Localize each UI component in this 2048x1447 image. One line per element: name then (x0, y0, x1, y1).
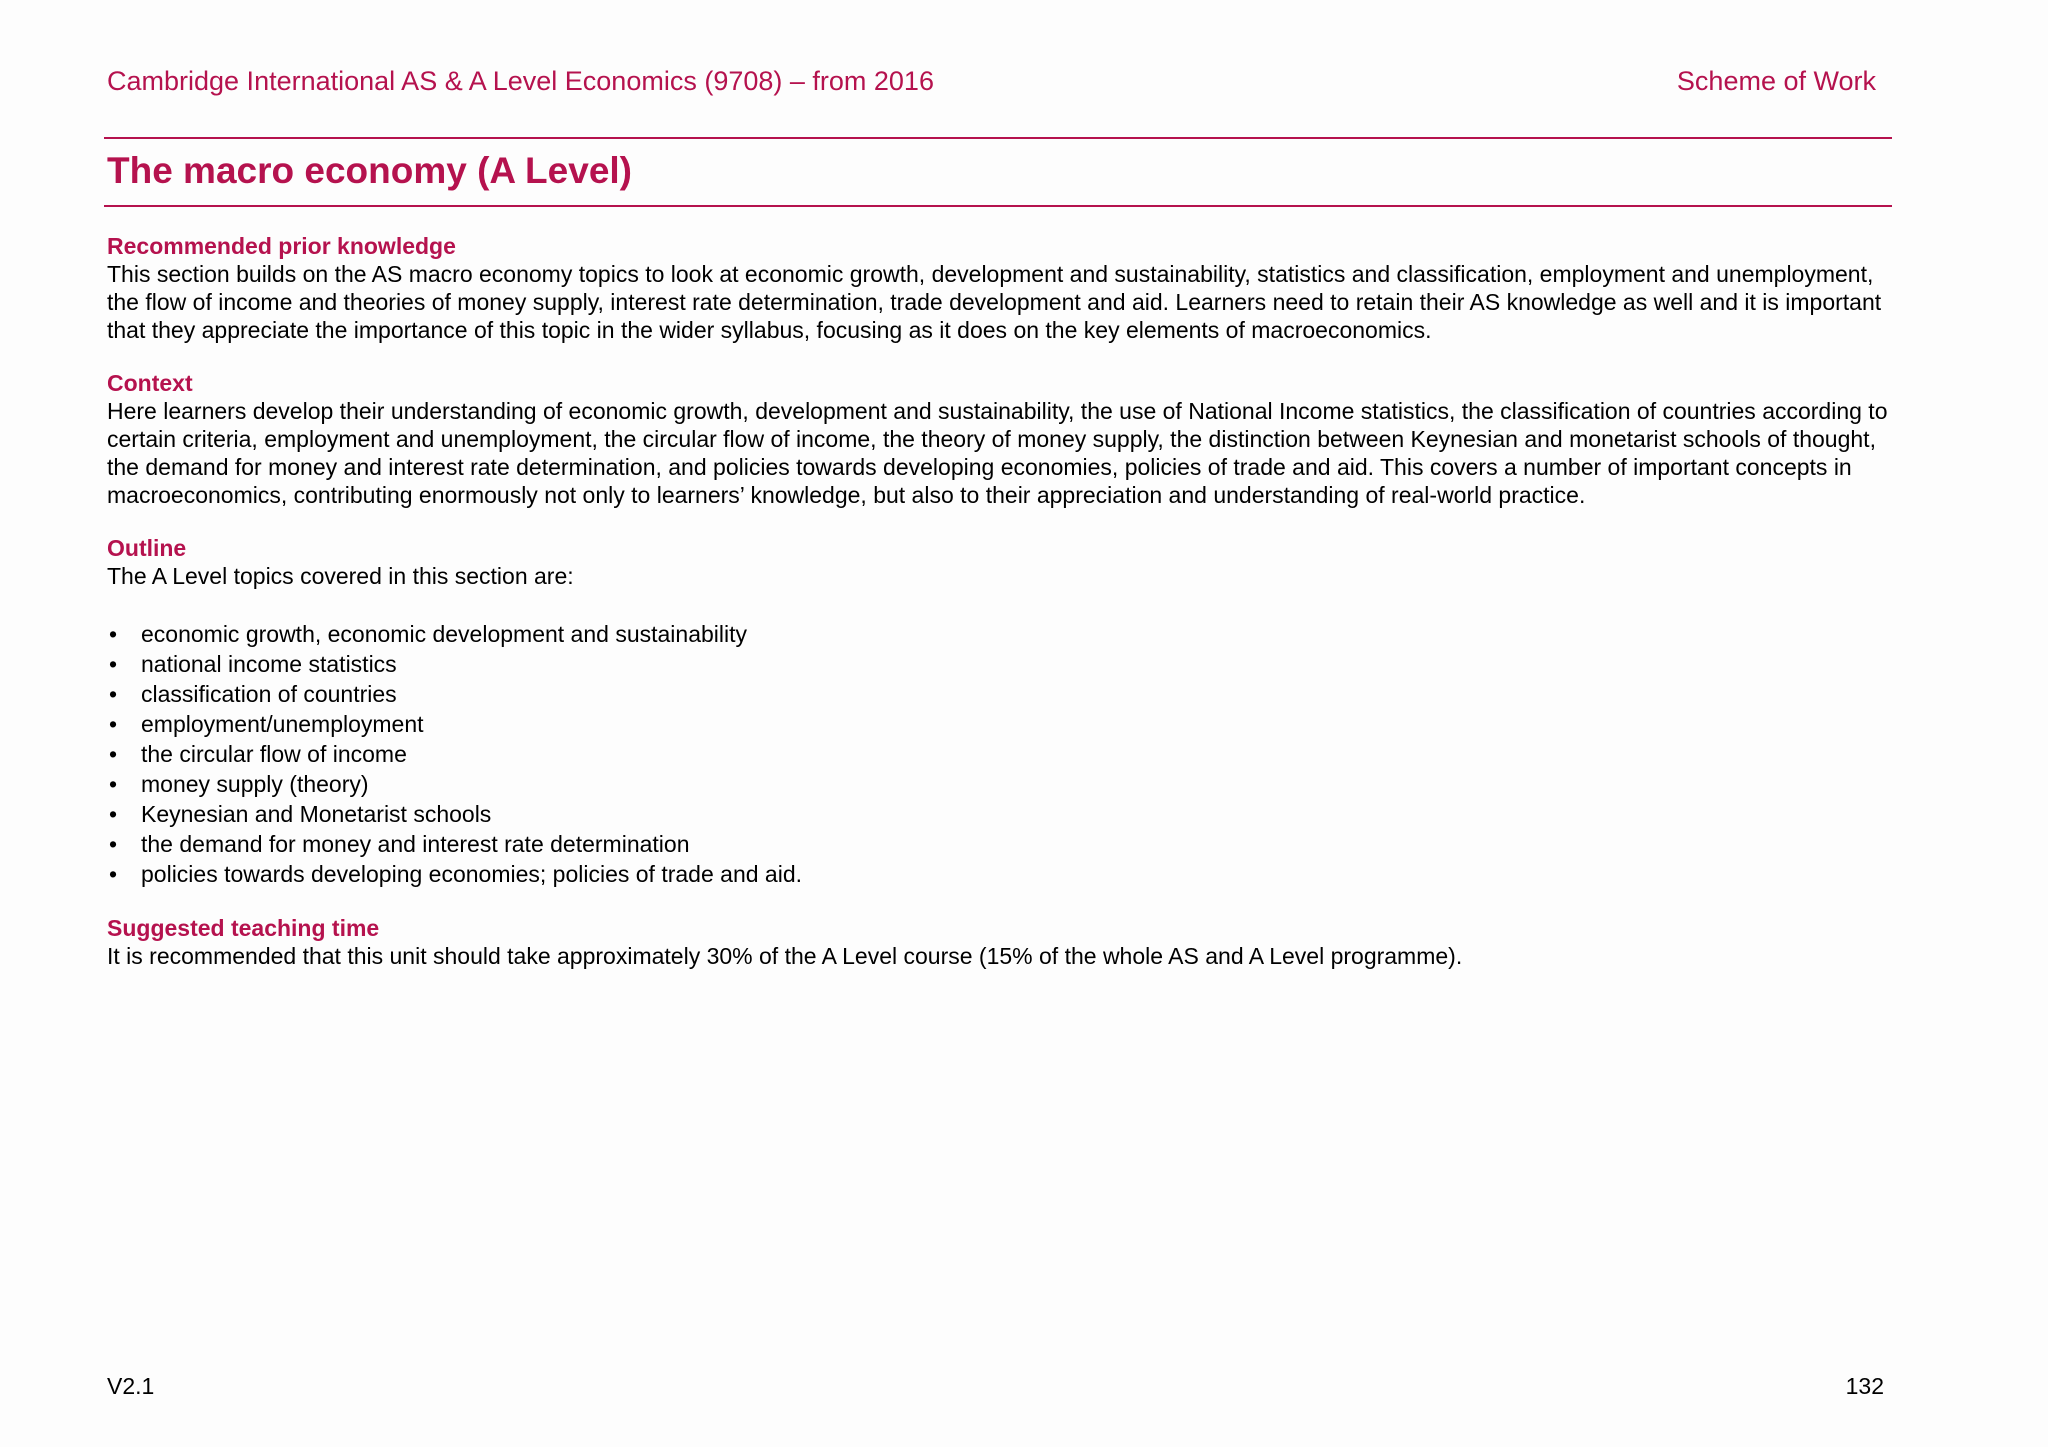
prior-knowledge-section (107, 232, 1907, 344)
bullet-icon: • (109, 681, 118, 707)
context-heading: Context (107, 370, 193, 396)
list-item-text: classification of countries (141, 681, 397, 707)
list-item (107, 679, 1907, 709)
outline-topic-list (107, 619, 1907, 889)
outline-heading: Outline (107, 535, 187, 561)
list-item-text: the circular flow of income (141, 741, 407, 767)
list-item (107, 799, 1907, 829)
bullet-icon: • (109, 771, 118, 797)
prior-knowledge-heading: Recommended prior knowledge (107, 233, 456, 259)
outline-section (107, 534, 1907, 889)
list-item-text: economic growth, economic development and sustainability (141, 621, 747, 647)
bullet-icon: • (109, 831, 118, 857)
context-section (107, 369, 1907, 509)
context-text: Here learners develop their understanding of economic growth, development and sustainability, the use of National Income statistics, the classification of countries according to certain criteria, employment and unemployment, the circular flow of income, the theory of money supply, the distinction between Keynesian and monetarist schools of thought, the demand for money and interest rate determination, and policies towards developing economies, policies of trade and aid. This covers a number of important concepts in macroeconomics, contributing enormously not only to learners’ knowledge, but also to their appreciation and understanding of real-world practice. (107, 398, 1888, 508)
main-content (107, 232, 1907, 995)
outline-intro: The A Level topics covered in this section are: (107, 563, 574, 589)
page-title: The macro economy (A Level) (107, 150, 632, 191)
list-item (107, 859, 1907, 889)
bullet-icon: • (109, 741, 118, 767)
bullet-icon: • (109, 801, 118, 827)
version-label: V2.1 (107, 1373, 155, 1399)
prior-knowledge-text: This section builds on the AS macro economy topics to look at economic growth, development and sustainability, statistics and classification, employment and unemployment, the flow of income and theories of money supply, interest rate determination, trade development and aid. Learners need to retain their AS knowledge as well and it is important that they appreciate the importance of this topic in the wider syllabus, focusing as it does on the key elements of macroeconomics. (107, 261, 1882, 343)
title-bottom-rule (104, 205, 1892, 207)
list-item (107, 769, 1907, 799)
list-item-text: money supply (theory) (141, 771, 369, 797)
list-item (107, 739, 1907, 769)
page-number: 132 (1845, 1373, 1884, 1399)
bullet-icon: • (109, 711, 118, 737)
teaching-time-section (107, 914, 1907, 970)
list-item (107, 619, 1907, 649)
list-item (107, 829, 1907, 859)
document-type: Scheme of Work (1676, 66, 1876, 96)
teaching-time-text: It is recommended that this unit should take approximately 30% of the A Level course (15% of the whole AS and A Level programme). (107, 943, 1463, 969)
bullet-icon: • (109, 621, 118, 647)
list-item-text: the demand for money and interest rate determination (141, 831, 690, 857)
list-item (107, 709, 1907, 739)
list-item-text: employment/unemployment (141, 711, 424, 737)
list-item-text: national income statistics (141, 651, 397, 677)
list-item (107, 649, 1907, 679)
course-title: Cambridge International AS & A Level Economics (9708) – from 2016 (107, 66, 934, 96)
bullet-icon: • (109, 861, 118, 887)
teaching-time-heading: Suggested teaching time (107, 915, 380, 941)
bullet-icon: • (109, 651, 118, 677)
list-item-text: policies towards developing economies; policies of trade and aid. (141, 861, 803, 887)
title-top-rule (104, 137, 1892, 139)
list-item-text: Keynesian and Monetarist schools (141, 801, 492, 827)
